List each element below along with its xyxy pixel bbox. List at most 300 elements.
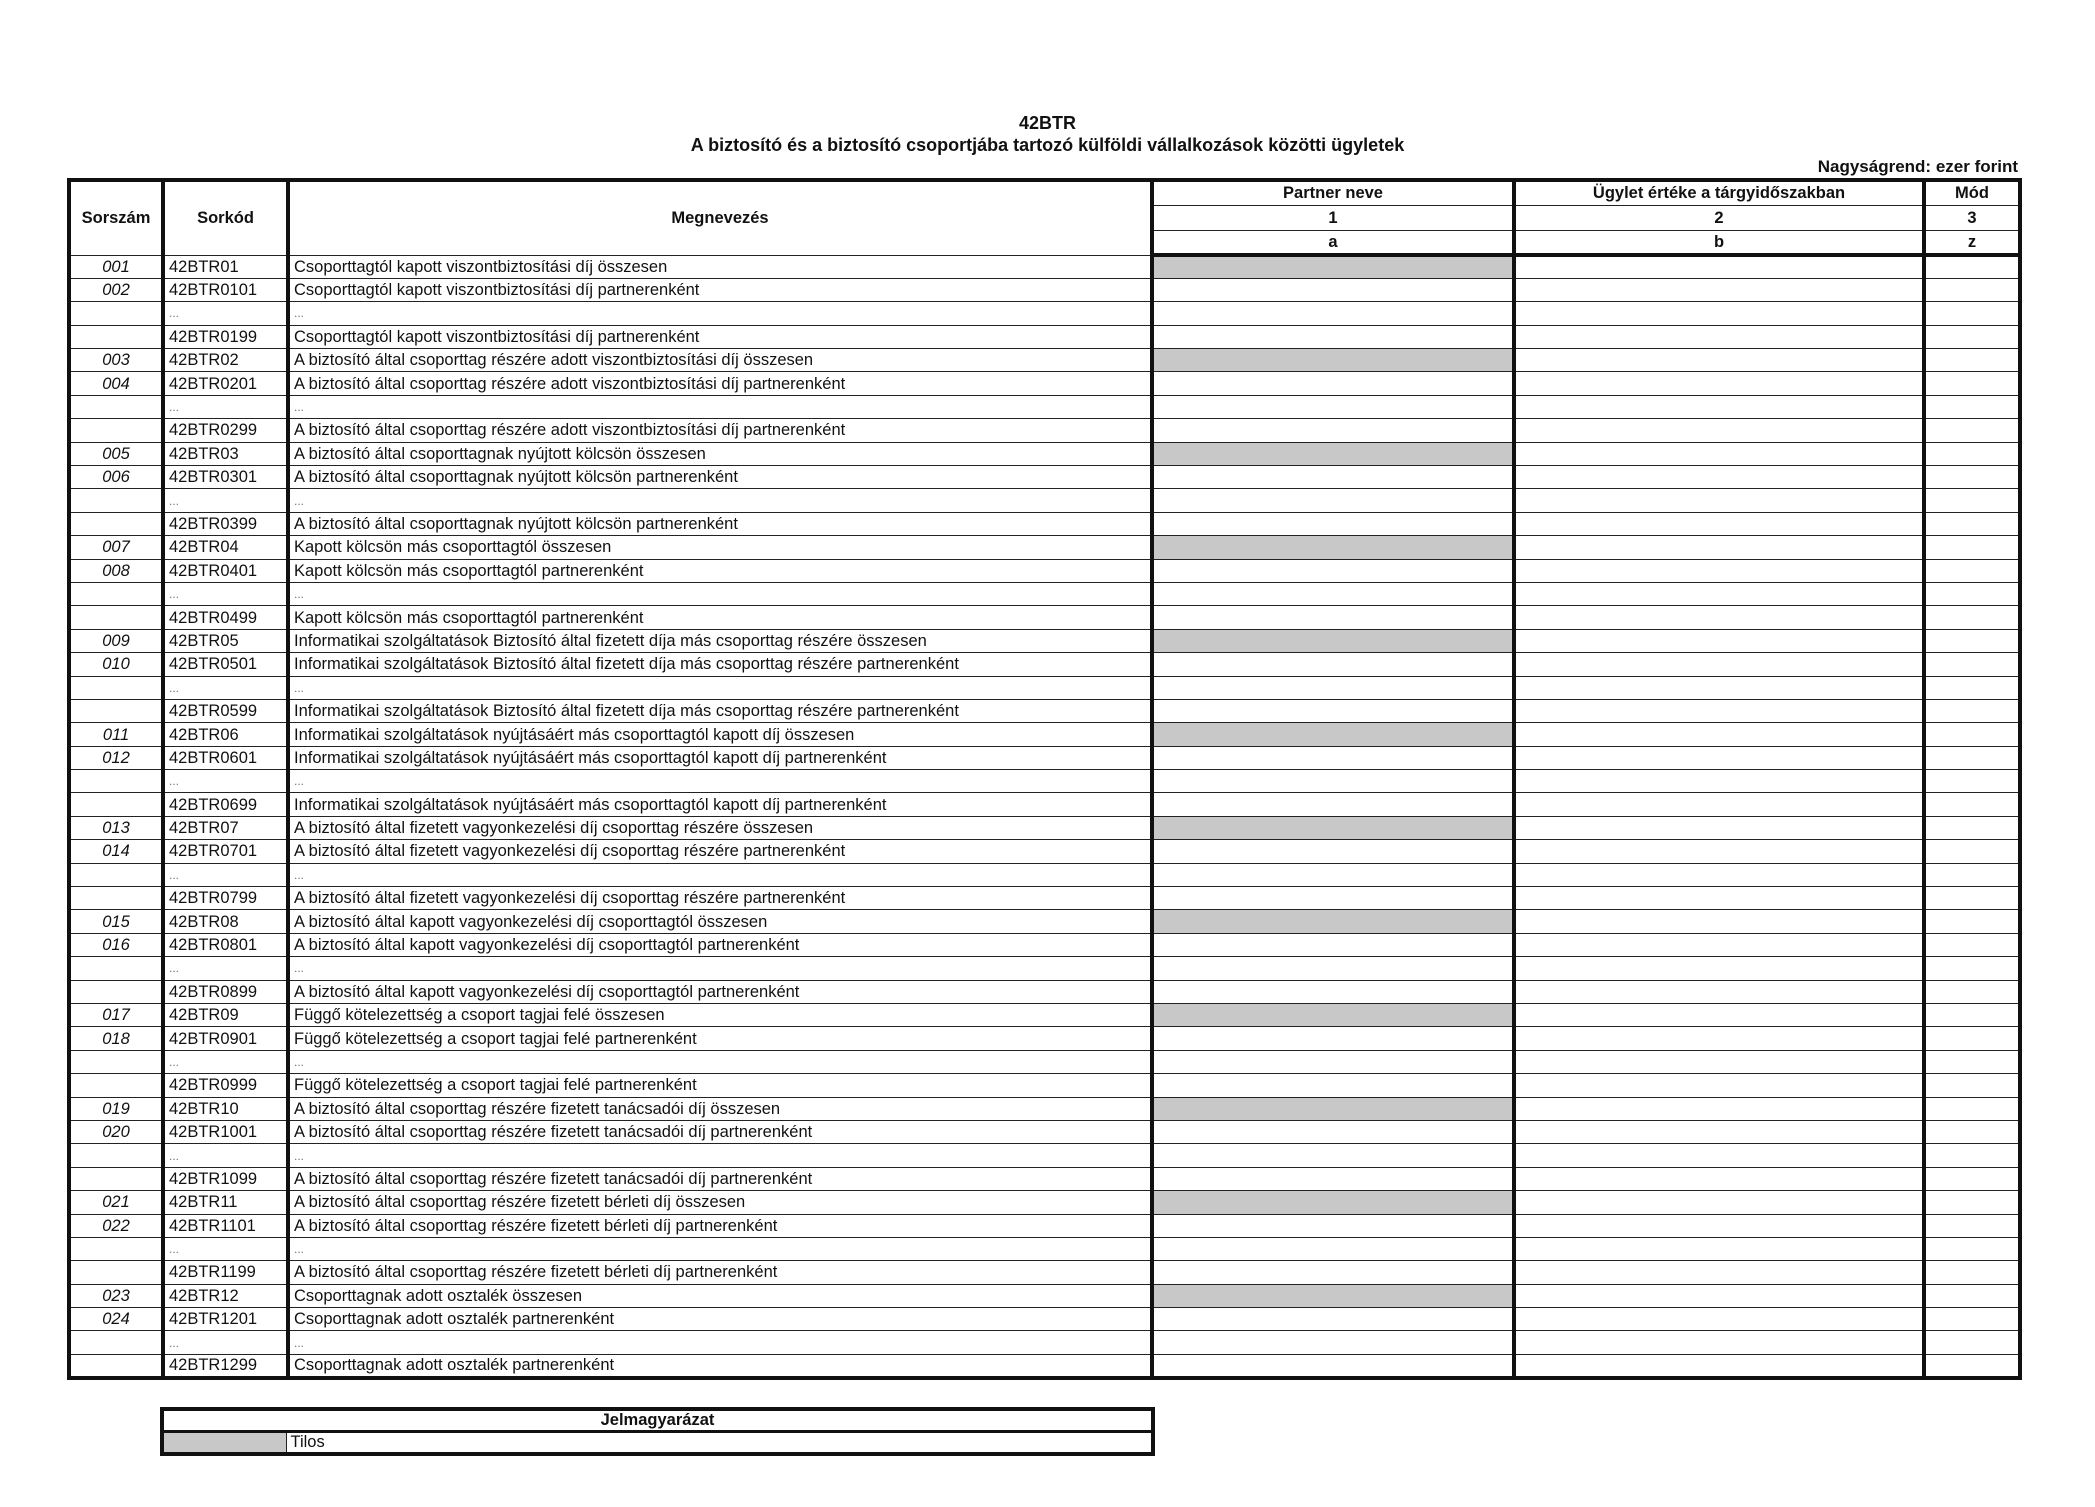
cell-partner-input[interactable] (1152, 559, 1514, 582)
cell-partner-input[interactable] (1152, 582, 1514, 605)
table-row (69, 863, 2020, 886)
cell-megnevezes: A biztosító által csoporttag részére adott viszontbiztosítási díj partnerenként (288, 419, 1152, 442)
cell-partner-input[interactable] (1152, 1237, 1514, 1260)
header-mod-letter: z (1924, 230, 2020, 255)
cell-mod-input[interactable] (1924, 770, 2020, 793)
table-row (69, 816, 2020, 839)
form-title: A biztosító és a biztosító csoportjába tartozó külföldi vállalkozások közötti ügyletek (690, 135, 1405, 155)
cell-megnevezes: ... (288, 1331, 1152, 1354)
cell-value-input[interactable] (1514, 1331, 1924, 1354)
cell-mod-input[interactable] (1924, 1097, 2020, 1120)
cell-sorszam (69, 793, 163, 816)
cell-megnevezes: Kapott kölcsön más csoporttagtól partnerenként (288, 559, 1152, 582)
cell-sorkod: 42BTR1101 (163, 1214, 288, 1237)
cell-megnevezes: A biztosító által csoporttag részére adott viszontbiztosítási díj összesen (288, 349, 1152, 372)
cell-sorkod: 42BTR0399 (163, 512, 288, 535)
cell-mod-input[interactable] (1924, 395, 2020, 418)
cell-partner-input[interactable] (1152, 793, 1514, 816)
cell-megnevezes: ... (288, 770, 1152, 793)
cell-partner-input[interactable] (1152, 1214, 1514, 1237)
cell-partner-input[interactable] (1152, 676, 1514, 699)
cell-sorszam (69, 1237, 163, 1260)
cell-mod-input[interactable] (1924, 559, 2020, 582)
table-row (69, 325, 2020, 348)
cell-sorszam: 015 (69, 910, 163, 933)
cell-value-input[interactable] (1514, 1214, 1924, 1237)
cell-sorszam: 004 (69, 372, 163, 395)
cell-megnevezes: Függő kötelezettség a csoport tagjai felé partnerenként (288, 1074, 1152, 1097)
cell-megnevezes: ... (288, 676, 1152, 699)
cell-partner-input[interactable] (1152, 746, 1514, 769)
cell-sorkod: ... (163, 489, 288, 512)
cell-sorszam: 019 (69, 1097, 163, 1120)
cell-partner-input[interactable] (1152, 1027, 1514, 1050)
cell-mod-input[interactable] (1924, 1167, 2020, 1190)
cell-partner-input[interactable] (1152, 1308, 1514, 1331)
cell-sorszam: 021 (69, 1191, 163, 1214)
cell-value-input[interactable] (1514, 1261, 1924, 1284)
cell-value-input[interactable] (1514, 910, 1924, 933)
cell-megnevezes: ... (288, 489, 1152, 512)
cell-partner-input[interactable] (1152, 1120, 1514, 1143)
cell-sorkod: 42BTR1299 (163, 1354, 288, 1377)
cell-value-input[interactable] (1514, 746, 1924, 769)
header-mod-num: 3 (1924, 205, 2020, 230)
cell-sorkod: 42BTR03 (163, 442, 288, 465)
cell-value-input[interactable] (1514, 325, 1924, 348)
cell-sorkod: 42BTR1199 (163, 1261, 288, 1284)
cell-sorkod: 42BTR0501 (163, 653, 288, 676)
cell-sorkod: 42BTR1001 (163, 1120, 288, 1143)
cell-megnevezes: A biztosító által csoporttagnak nyújtott kölcsön partnerenként (288, 512, 1152, 535)
legend-swatch (162, 1432, 286, 1455)
cell-value-input[interactable] (1514, 887, 1924, 910)
cell-mod-input[interactable] (1924, 653, 2020, 676)
cell-sorkod: 42BTR0799 (163, 887, 288, 910)
cell-sorkod: 42BTR0801 (163, 933, 288, 956)
cell-sorszam: 009 (69, 629, 163, 652)
cell-sorszam: 013 (69, 816, 163, 839)
cell-mod-input[interactable] (1924, 302, 2020, 325)
cell-value-input[interactable] (1514, 349, 1924, 372)
cell-sorszam (69, 1050, 163, 1073)
cell-mod-input[interactable] (1924, 793, 2020, 816)
cell-mod-input[interactable] (1924, 1308, 2020, 1331)
cell-sorszam (69, 1167, 163, 1190)
table-row (69, 349, 2020, 372)
cell-partner-input[interactable] (1152, 1144, 1514, 1167)
cell-value-input[interactable] (1514, 653, 1924, 676)
table-row (69, 957, 2020, 980)
cell-sorkod: 42BTR09 (163, 1004, 288, 1027)
cell-mod-input[interactable] (1924, 1027, 2020, 1050)
cell-partner-input[interactable] (1152, 278, 1514, 301)
cell-value-input[interactable] (1514, 536, 1924, 559)
cell-mod-input[interactable] (1924, 349, 2020, 372)
cell-megnevezes: A biztosító által csoporttagnak nyújtott kölcsön partnerenként (288, 466, 1152, 489)
cell-megnevezes: ... (288, 1144, 1152, 1167)
cell-mod-input[interactable] (1924, 1237, 2020, 1260)
cell-mod-input[interactable] (1924, 676, 2020, 699)
cell-value-input[interactable] (1514, 1354, 1924, 1377)
table-row (69, 1261, 2020, 1284)
cell-sorszam (69, 1261, 163, 1284)
cell-sorkod: ... (163, 957, 288, 980)
cell-value-input[interactable] (1514, 933, 1924, 956)
cell-partner-input[interactable] (1152, 1261, 1514, 1284)
cell-sorszam: 003 (69, 349, 163, 372)
cell-megnevezes: A biztosító által kapott vagyonkezelési díj csoporttagtól partnerenként (288, 933, 1152, 956)
cell-mod-input[interactable] (1924, 933, 2020, 956)
cell-value-input[interactable] (1514, 419, 1924, 442)
cell-partner-input[interactable] (1152, 1331, 1514, 1354)
cell-mod-input[interactable] (1924, 512, 2020, 535)
cell-value-input[interactable] (1514, 302, 1924, 325)
cell-megnevezes: Informatikai szolgáltatások nyújtásáért más csoporttagtól kapott díj összesen (288, 723, 1152, 746)
cell-mod-input[interactable] (1924, 1120, 2020, 1143)
table-row (69, 1354, 2020, 1377)
table-body (69, 255, 2020, 1378)
cell-partner-input[interactable] (1152, 1167, 1514, 1190)
cell-sorkod: 42BTR1201 (163, 1308, 288, 1331)
cell-mod-input[interactable] (1924, 442, 2020, 465)
cell-mod-input[interactable] (1924, 863, 2020, 886)
table-row (69, 1237, 2020, 1260)
header-partner-letter: a (1152, 230, 1514, 255)
cell-partner-input[interactable] (1152, 1074, 1514, 1097)
cell-mod-input[interactable] (1924, 746, 2020, 769)
cell-sorkod: 42BTR05 (163, 629, 288, 652)
cell-sorszam (69, 863, 163, 886)
cell-partner-input[interactable] (1152, 395, 1514, 418)
cell-megnevezes: Informatikai szolgáltatások Biztosító által fizetett díja más csoporttag részére partnerenként (288, 653, 1152, 676)
cell-sorkod: 42BTR0899 (163, 980, 288, 1003)
cell-sorszam: 010 (69, 653, 163, 676)
table-row (69, 442, 2020, 465)
cell-sorkod: 42BTR0299 (163, 419, 288, 442)
cell-value-input[interactable] (1514, 559, 1924, 582)
cell-sorkod: 42BTR0499 (163, 606, 288, 629)
cell-value-input[interactable] (1514, 723, 1924, 746)
cell-megnevezes: Kapott kölcsön más csoporttagtól partnerenként (288, 606, 1152, 629)
cell-sorkod: 42BTR10 (163, 1097, 288, 1120)
table-row (69, 255, 2020, 278)
cell-sorkod: 42BTR0199 (163, 325, 288, 348)
cell-value-input[interactable] (1514, 863, 1924, 886)
table-row (69, 723, 2020, 746)
cell-sorkod: ... (163, 1144, 288, 1167)
cell-sorkod: 42BTR12 (163, 1284, 288, 1307)
cell-megnevezes: Csoporttagtól kapott viszontbiztosítási díj partnerenként (288, 325, 1152, 348)
cell-megnevezes: Csoporttagnak adott osztalék partnerenként (288, 1354, 1152, 1377)
cell-partner-input[interactable] (1152, 887, 1514, 910)
cell-megnevezes: ... (288, 302, 1152, 325)
cell-value-input[interactable] (1514, 1120, 1924, 1143)
cell-value-input[interactable] (1514, 629, 1924, 652)
cell-value-input[interactable] (1514, 770, 1924, 793)
cell-sorszam: 022 (69, 1214, 163, 1237)
cell-megnevezes: A biztosító által csoporttag részére adott viszontbiztosítási díj partnerenként (288, 372, 1152, 395)
cell-value-input[interactable] (1514, 489, 1924, 512)
cell-sorszam (69, 582, 163, 605)
cell-sorszam (69, 676, 163, 699)
cell-mod-input[interactable] (1924, 1261, 2020, 1284)
cell-mod-input[interactable] (1924, 1144, 2020, 1167)
cell-value-input[interactable] (1514, 466, 1924, 489)
cell-sorszam (69, 980, 163, 1003)
cell-value-input[interactable] (1514, 676, 1924, 699)
table-row (69, 933, 2020, 956)
cell-mod-input[interactable] (1924, 840, 2020, 863)
cell-sorszam (69, 887, 163, 910)
cell-mod-input[interactable] (1924, 582, 2020, 605)
cell-value-input[interactable] (1514, 1050, 1924, 1073)
table-row (69, 1004, 2020, 1027)
cell-mod-input[interactable] (1924, 536, 2020, 559)
cell-sorszam (69, 1144, 163, 1167)
cell-megnevezes: A biztosító által kapott vagyonkezelési díj csoporttagtól partnerenként (288, 980, 1152, 1003)
cell-sorszam (69, 489, 163, 512)
header-partner-num: 1 (1152, 205, 1514, 230)
cell-sorkod: ... (163, 1237, 288, 1260)
cell-sorkod: 42BTR02 (163, 349, 288, 372)
header-ugylet: Ügylet értéke a tárgyidőszakban (1514, 180, 1924, 205)
cell-sorszam: 006 (69, 466, 163, 489)
cell-value-input[interactable] (1514, 512, 1924, 535)
table-row (69, 1331, 2020, 1354)
cell-mod-input[interactable] (1924, 980, 2020, 1003)
cell-mod-input[interactable] (1924, 1214, 2020, 1237)
table-row (69, 1027, 2020, 1050)
cell-sorszam (69, 1074, 163, 1097)
cell-sorszam: 001 (69, 255, 163, 278)
table-row (69, 1167, 2020, 1190)
cell-mod-input[interactable] (1924, 957, 2020, 980)
table-row (69, 536, 2020, 559)
cell-mod-input[interactable] (1924, 629, 2020, 652)
cell-partner-input[interactable] (1152, 372, 1514, 395)
table-row (69, 1191, 2020, 1214)
cell-partner-input[interactable] (1152, 653, 1514, 676)
cell-sorszam (69, 699, 163, 722)
cell-megnevezes: Függő kötelezettség a csoport tagjai felé partnerenként (288, 1027, 1152, 1050)
cell-sorszam: 014 (69, 840, 163, 863)
cell-sorszam: 012 (69, 746, 163, 769)
cell-mod-input[interactable] (1924, 699, 2020, 722)
cell-mod-input[interactable] (1924, 1004, 2020, 1027)
cell-value-input[interactable] (1514, 1097, 1924, 1120)
table-row (69, 278, 2020, 301)
cell-mod-input[interactable] (1924, 816, 2020, 839)
cell-mod-input[interactable] (1924, 419, 2020, 442)
cell-sorszam (69, 512, 163, 535)
cell-value-input[interactable] (1514, 278, 1924, 301)
header-megnevezes: Megnevezés (288, 180, 1152, 255)
cell-value-input[interactable] (1514, 395, 1924, 418)
cell-sorkod: 42BTR0201 (163, 372, 288, 395)
cell-partner-input[interactable] (1152, 980, 1514, 1003)
cell-value-input[interactable] (1514, 1308, 1924, 1331)
cell-partner-input[interactable] (1152, 512, 1514, 535)
cell-megnevezes: Informatikai szolgáltatások Biztosító által fizetett díja más csoporttag részére összesen (288, 629, 1152, 652)
table-row (69, 1214, 2020, 1237)
table-row (69, 676, 2020, 699)
table-row (69, 793, 2020, 816)
cell-value-input[interactable] (1514, 840, 1924, 863)
table-row (69, 1074, 2020, 1097)
cell-partner-input[interactable] (1152, 863, 1514, 886)
table-row (69, 512, 2020, 535)
cell-mod-input[interactable] (1924, 887, 2020, 910)
cell-value-input[interactable] (1514, 1074, 1924, 1097)
cell-partner-input (1152, 349, 1514, 372)
cell-value-input[interactable] (1514, 255, 1924, 278)
cell-partner-input[interactable] (1152, 489, 1514, 512)
cell-megnevezes: A biztosító által csoporttag részére fizetett tanácsadói díj partnerenként (288, 1167, 1152, 1190)
cell-partner-input[interactable] (1152, 933, 1514, 956)
cell-megnevezes: Kapott kölcsön más csoporttagtól összesen (288, 536, 1152, 559)
table-row (69, 419, 2020, 442)
legend-label: Tilos (286, 1432, 1153, 1455)
cell-partner-input[interactable] (1152, 770, 1514, 793)
cell-megnevezes: ... (288, 582, 1152, 605)
header-sorszam: Sorszám (69, 180, 163, 255)
cell-value-input[interactable] (1514, 1144, 1924, 1167)
cell-partner-input (1152, 723, 1514, 746)
cell-mod-input[interactable] (1924, 1074, 2020, 1097)
cell-sorszam: 002 (69, 278, 163, 301)
cell-megnevezes: A biztosító által csoporttag részére fizetett bérleti díj partnerenként (288, 1261, 1152, 1284)
cell-mod-input[interactable] (1924, 1354, 2020, 1377)
cell-value-input[interactable] (1514, 1027, 1924, 1050)
cell-sorszam: 020 (69, 1120, 163, 1143)
cell-sorszam (69, 606, 163, 629)
cell-sorkod: ... (163, 1331, 288, 1354)
table-row (69, 770, 2020, 793)
cell-value-input[interactable] (1514, 1237, 1924, 1260)
cell-mod-input[interactable] (1924, 255, 2020, 278)
cell-partner-input[interactable] (1152, 302, 1514, 325)
cell-sorkod: 42BTR1099 (163, 1167, 288, 1190)
form-code: 42BTR (1018, 113, 1076, 133)
legend-title: Jelmagyarázat (162, 1409, 1153, 1432)
cell-partner-input[interactable] (1152, 606, 1514, 629)
cell-megnevezes: A biztosító által csoporttagnak nyújtott kölcsön összesen (288, 442, 1152, 465)
cell-value-input[interactable] (1514, 606, 1924, 629)
cell-sorkod: ... (163, 1050, 288, 1073)
cell-sorkod: 42BTR0101 (163, 278, 288, 301)
table-row (69, 653, 2020, 676)
table-row (69, 606, 2020, 629)
cell-partner-input[interactable] (1152, 1050, 1514, 1073)
cell-mod-input[interactable] (1924, 1284, 2020, 1307)
table-row (69, 980, 2020, 1003)
cell-value-input[interactable] (1514, 793, 1924, 816)
cell-mod-input[interactable] (1924, 1191, 2020, 1214)
cell-partner-input[interactable] (1152, 419, 1514, 442)
table-row (69, 372, 2020, 395)
table-row (69, 395, 2020, 418)
cell-sorkod: ... (163, 863, 288, 886)
table-row (69, 302, 2020, 325)
cell-partner-input[interactable] (1152, 699, 1514, 722)
cell-partner-input[interactable] (1152, 957, 1514, 980)
cell-mod-input[interactable] (1924, 606, 2020, 629)
cell-mod-input[interactable] (1924, 278, 2020, 301)
cell-sorszam (69, 1331, 163, 1354)
cell-sorszam: 016 (69, 933, 163, 956)
cell-value-input[interactable] (1514, 372, 1924, 395)
table-row (69, 489, 2020, 512)
cell-value-input[interactable] (1514, 1284, 1924, 1307)
title-block (0, 112, 2095, 156)
table-row (69, 746, 2020, 769)
cell-sorszam (69, 325, 163, 348)
cell-sorkod: 42BTR08 (163, 910, 288, 933)
cell-mod-input[interactable] (1924, 1050, 2020, 1073)
cell-megnevezes: Informatikai szolgáltatások nyújtásáért más csoporttagtól kapott díj partnerenként (288, 793, 1152, 816)
cell-megnevezes: A biztosító által csoporttag részére fizetett tanácsadói díj partnerenként (288, 1120, 1152, 1143)
cell-partner-input (1152, 1004, 1514, 1027)
cell-sorszam: 023 (69, 1284, 163, 1307)
cell-mod-input[interactable] (1924, 372, 2020, 395)
cell-megnevezes: A biztosító által csoporttag részére fizetett tanácsadói díj összesen (288, 1097, 1152, 1120)
cell-megnevezes: Informatikai szolgáltatások nyújtásáért más csoporttagtól kapott díj partnerenként (288, 746, 1152, 769)
cell-value-input[interactable] (1514, 957, 1924, 980)
cell-value-input[interactable] (1514, 1167, 1924, 1190)
cell-sorkod: 42BTR0599 (163, 699, 288, 722)
cell-sorszam (69, 770, 163, 793)
cell-value-input[interactable] (1514, 699, 1924, 722)
cell-mod-input[interactable] (1924, 489, 2020, 512)
cell-sorkod: 42BTR01 (163, 255, 288, 278)
table-row (69, 699, 2020, 722)
cell-sorkod: 42BTR07 (163, 816, 288, 839)
cell-value-input[interactable] (1514, 442, 1924, 465)
cell-megnevezes: A biztosító által fizetett vagyonkezelési díj csoporttag részére összesen (288, 816, 1152, 839)
cell-partner-input[interactable] (1152, 325, 1514, 348)
unit-label: Nagyságrend: ezer forint (1817, 157, 2018, 176)
cell-sorszam: 018 (69, 1027, 163, 1050)
cell-megnevezes: A biztosító által kapott vagyonkezelési díj csoporttagtól összesen (288, 910, 1152, 933)
cell-mod-input[interactable] (1924, 910, 2020, 933)
cell-value-input[interactable] (1514, 582, 1924, 605)
cell-partner-input[interactable] (1152, 840, 1514, 863)
cell-sorkod: 42BTR04 (163, 536, 288, 559)
cell-value-input[interactable] (1514, 980, 1924, 1003)
table-row (69, 1120, 2020, 1143)
cell-partner-input (1152, 536, 1514, 559)
cell-value-input[interactable] (1514, 816, 1924, 839)
cell-mod-input[interactable] (1924, 723, 2020, 746)
cell-megnevezes: ... (288, 395, 1152, 418)
cell-sorszam: 024 (69, 1308, 163, 1331)
cell-value-input[interactable] (1514, 1004, 1924, 1027)
cell-mod-input[interactable] (1924, 325, 2020, 348)
cell-value-input[interactable] (1514, 1191, 1924, 1214)
cell-sorkod: 42BTR0901 (163, 1027, 288, 1050)
cell-mod-input[interactable] (1924, 1331, 2020, 1354)
cell-sorkod: 42BTR0701 (163, 840, 288, 863)
cell-sorkod: 42BTR0401 (163, 559, 288, 582)
table-row (69, 582, 2020, 605)
cell-megnevezes: A biztosító által fizetett vagyonkezelési díj csoporttag részére partnerenként (288, 887, 1152, 910)
legend-table (160, 1407, 1155, 1456)
cell-partner-input[interactable] (1152, 466, 1514, 489)
cell-mod-input[interactable] (1924, 466, 2020, 489)
cell-megnevezes: ... (288, 957, 1152, 980)
cell-partner-input[interactable] (1152, 1354, 1514, 1377)
